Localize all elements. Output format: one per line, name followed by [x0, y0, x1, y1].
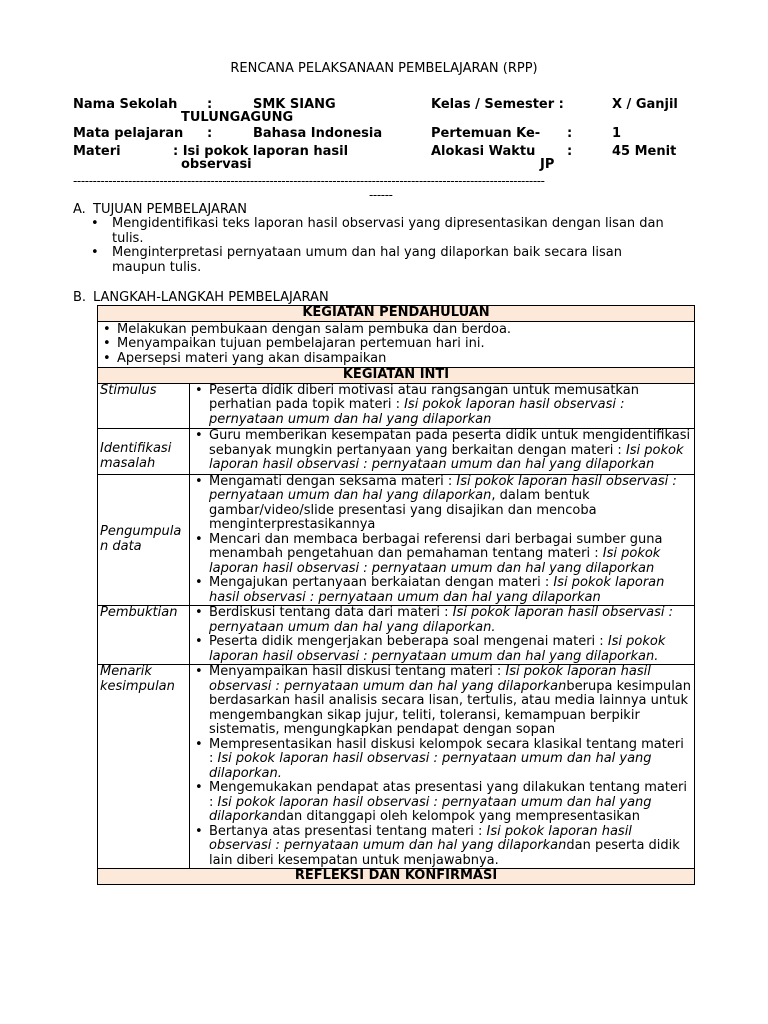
objectives-list — [85, 217, 675, 275]
item-text-italic: Isi pokok laporan hasil observasi : pernyataan umum dan hal yang dilaporkan — [209, 575, 665, 605]
class-label: Kelas / Semester : — [431, 97, 564, 112]
item-text-italic: Isi pokok laporan hasil observasi : pernyataan umum dan hal yang dilaporkan. — [209, 605, 674, 635]
subject-separator: : — [207, 126, 213, 141]
section-b-letter: B. — [73, 290, 87, 305]
time-label: Alokasi Waktu — [431, 144, 536, 159]
materi-value: : Isi pokok laporan hasil — [173, 144, 349, 159]
pembuktian-cell — [190, 606, 695, 665]
item-text: Mengajukan pertanyaan berkaiatan dengan materi : — [209, 575, 554, 590]
list-item — [192, 475, 692, 533]
item-text: dan ditanggapi oleh kelompok yang mempresentasikan — [277, 809, 640, 824]
refleksi-header: REFLEKSI DAN KONFIRMASI — [98, 869, 695, 885]
menarik-cell — [190, 665, 695, 869]
item-text-italic: Isi pokok laporan hasil observasi : pernyataan umum dan hal yang dilaporkan — [209, 823, 632, 853]
section-b-heading — [73, 290, 329, 305]
list-item — [192, 384, 692, 428]
pendahuluan-header: KEGIATAN PENDAHULUAN — [98, 306, 695, 322]
identifikasi-label: Identifikasi masalah — [98, 429, 190, 475]
list-item: • Menginterpretasi pernyataan umum dan hal yang dilaporkan baik secara lisan maupun tulis. — [85, 246, 675, 275]
section-b-title: LANGKAH-LANGKAH PEMBELAJARAN — [93, 290, 329, 305]
item-text: Mengamati dengan seksama materi : — [209, 473, 457, 489]
item-text: Berdiskusi tentang data dari materi : — [209, 605, 453, 620]
list-item — [192, 665, 692, 738]
class-value: X / Ganjil — [612, 97, 678, 112]
time-separator: : — [567, 144, 573, 159]
section-a-letter: A. — [73, 202, 86, 217]
item-text: dan peserta didik lain diberi kesempatan untuk menjawabnya. — [209, 838, 680, 868]
item-text: Guru memberikan kesempatan pada peserta didik untuk mengidentifikasi sebanyak mungkin pertanyaan yang berkaitan dengan materi : — [209, 428, 691, 458]
subject-value: Bahasa Indonesia — [253, 126, 383, 141]
time-unit: JP — [540, 157, 555, 172]
item-text-italic: Isi pokok laporan hasil observasi : pernyataan umum dan hal yang dilaporkan. — [209, 634, 666, 664]
table-row — [98, 383, 695, 429]
table-row — [98, 606, 695, 665]
item-text: berupa kesimpulan berdasarkan hasil analisis secara lisan, tertulis, atau media lainnya untuk mengembangkan sikap jujur, teliti, toleransi, kemampuan berpikir sistematis, mengungkapkan pendapat dengan sopan — [209, 678, 692, 737]
identifikasi-cell — [190, 429, 695, 475]
pembuktian-label: Pembuktian — [98, 606, 190, 665]
list-item — [192, 429, 692, 473]
item-text-italic: Isi pokok laporan hasil observasi : pernyataan umum dan hal yang dilaporkan — [209, 664, 651, 694]
table-row — [98, 474, 695, 606]
pengumpulan-cell — [190, 474, 695, 606]
subject-label: Mata pelajaran — [73, 126, 184, 141]
document-title: RENCANA PELAKSANAAN PEMBELAJARAN (RPP) — [230, 61, 538, 76]
list-item — [192, 825, 692, 869]
item-text: Mempresentasikan hasil diskusi kelompok secara klasikal tentang materi : — [209, 736, 684, 766]
table-row — [98, 429, 695, 475]
item-text-italic: Isi pokok laporan hasil observasi : pernyataan umum dan hal yang dilaporkan. — [209, 751, 652, 781]
activity-table — [97, 305, 695, 885]
list-item: • Menyampaikan tujuan pembelajaran pertemuan hari ini. — [100, 337, 692, 352]
school-label: Nama Sekolah — [73, 97, 178, 112]
item-text-italic: Isi pokok laporan hasil observasi : pernyataan umum dan hal yang dilaporkan — [209, 473, 677, 503]
time-value: 45 Menit — [612, 144, 677, 159]
school-separator: : — [207, 97, 213, 112]
materi-label: Materi — [73, 144, 121, 159]
item-text-italic: Isi pokok laporan hasil observasi : pernyataan umum dan hal yang dilaporkan — [209, 397, 625, 427]
meeting-separator: : — [567, 126, 573, 141]
list-item — [192, 635, 692, 664]
list-item: • Mengidentifikasi teks laporan hasil observasi yang dipresentasikan dengan lisan dan tulis. — [85, 217, 675, 246]
section-a-title: TUJUAN PEMBELAJARAN — [93, 202, 248, 217]
materi-value-continued: observasi — [181, 157, 252, 172]
item-text-italic: Isi pokok laporan hasil observasi : pernyataan umum dan hal yang dilaporkan — [209, 442, 684, 472]
item-text-italic: Isi pokok laporan hasil observasi : pernyataan umum dan hal yang dilaporkan — [209, 794, 652, 824]
list-item: • Apersepsi materi yang akan disampaikan — [100, 352, 692, 367]
item-text: Peserta didik diberi motivasi atau rangsangan untuk memusatkan perhatian pada topik materi : — [209, 382, 639, 412]
stimulus-label: Stimulus — [98, 383, 190, 429]
meeting-label: Pertemuan Ke- — [431, 126, 541, 141]
pendahuluan-cell — [98, 321, 695, 368]
table-row — [98, 665, 695, 869]
item-text-italic: Isi pokok laporan hasil observasi : pernyataan umum dan hal yang dilaporkan — [209, 546, 661, 576]
item-text: Mengemukakan pendapat atas presentasi yang dilakukan tentang materi : — [209, 780, 687, 810]
list-item — [192, 576, 692, 605]
pengumpulan-label: Pengumpula n data — [98, 474, 190, 606]
list-item: • Melakukan pembukaan dengan salam pembuka dan berdoa. — [100, 323, 692, 338]
list-item — [192, 533, 692, 577]
item-text: Peserta didik mengerjakan beberapa soal mengenai materi : — [209, 634, 608, 649]
school-value: SMK SIANG — [253, 97, 336, 112]
menarik-label: Menarik kesimpulan — [98, 665, 190, 869]
inti-header: KEGIATAN INTI — [98, 368, 695, 384]
meeting-value: 1 — [612, 126, 622, 141]
divider-tail: ------ — [369, 188, 393, 202]
list-item — [192, 781, 692, 825]
pendahuluan-list — [100, 323, 692, 367]
item-text: Bertanya atas presentasi tentang materi : — [209, 823, 487, 839]
item-text: Mencari dan membaca berbagai referensi dari berbagai sumber guna menambah pengetahuan dan pemahaman tentang materi : — [209, 531, 663, 561]
item-text: , dalam bentuk gambar/video/slide presentasi yang disajikan dan mencoba menginterprestasikannya — [209, 488, 597, 532]
item-text: Menyampaikan hasil diskusi tentang materi : — [209, 664, 506, 679]
divider-line: ------------------------------------------------------------------------------------------------------------------------ — [73, 174, 545, 188]
list-item — [192, 606, 692, 635]
stimulus-cell — [190, 383, 695, 429]
school-value-continued: TULUNGAGUNG — [181, 110, 294, 125]
list-item — [192, 738, 692, 782]
section-a-heading — [73, 202, 247, 217]
